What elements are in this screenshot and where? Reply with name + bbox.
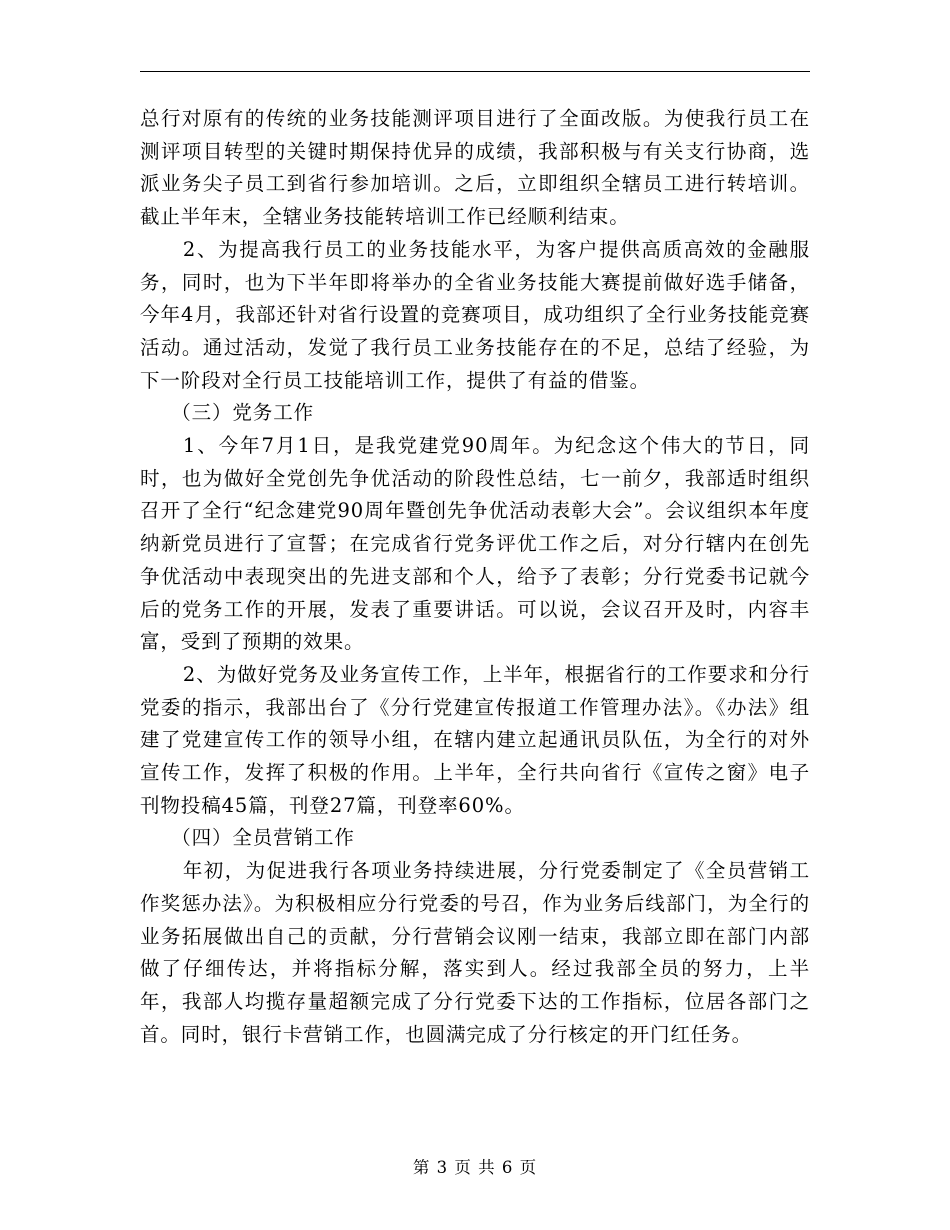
footer-total-pages: 6 <box>501 1158 514 1177</box>
page-footer <box>0 1154 950 1178</box>
footer-page-number: 3 <box>436 1158 449 1177</box>
footer-middle: 页 共 <box>454 1158 496 1177</box>
section-heading-marketing: （四）全员营销工作 <box>171 826 355 850</box>
section-heading-party-affairs: （三）党务工作 <box>171 401 314 425</box>
document-body <box>140 103 810 1051</box>
paragraph-party-anniversary: 1、今年7月1日，是我党建党90周年。为纪念这个伟大的节日，同时，也为做好全党创先争优活动的阶段性总结，七一前夕，我部适时组织召开了全行“纪念建党90周年暨创先争优活动表彰大会”。会议组织本年度纳新党员进行了宣誓；在完成省行党务评优工作之后，对分行辖内在创先争优活动中表现突出的先进支部和个人，给予了表彰；分行党委书记就今后的党务工作的开展，发表了重要讲话。可以说，会议召开及时，内容丰富，受到了预期的效果。 <box>140 434 810 654</box>
paragraph-party-publicity: 2、为做好党务及业务宣传工作，上半年，根据省行的工作要求和分行党委的指示，我部出台了《分行党建宣传报道工作管理办法》。《办法》组建了党建宣传工作的领导小组，在辖内建立起通讯员队伍，为全行的对外宣传工作，发挥了积极的作用。上半年，全行共向省行《宣传之窗》电子刊物投稿45篇，刊登27篇，刊登率60%。 <box>140 662 810 817</box>
footer-prefix: 第 <box>412 1158 431 1177</box>
paragraph-continuation: 总行对原有的传统的业务技能测评项目进行了全面改版。为使我行员工在测评项目转型的关键时期保持优异的成绩，我部积极与有关支行协商，选派业务尖子员工到省行参加培训。之后，立即组织全辖员工进行转培训。截止半年末，全辖业务技能转培训工作已经顺利结束。 <box>140 107 810 229</box>
paragraph-marketing: 年初，为促进我行各项业务持续进展，分行党委制定了《全员营销工作奖惩办法》。为积极相应分行党委的号召，作为业务后线部门，为全行的业务拓展做出自己的贡献，分行营销会议刚一结束，我部立即在部门内部做了仔细传达，并将指标分解，落实到人。经过我部全员的努力，上半年，我部人均揽存量超额完成了分行党委下达的工作指标，位居各部门之首。同时，银行卡营销工作，也圆满完成了分行核定的开门红任务。 <box>140 859 810 1046</box>
paragraph-skills-competition: 2、为提高我行员工的业务技能水平，为客户提供高质高效的金融服务，同时，也为下半年即将举办的全省业务技能大赛提前做好选手储备，今年4月，我部还针对省行设置的竞赛项目，成功组织了全行业务技能竞赛活动。通过活动，发觉了我行员工业务技能存在的不足，总结了经验，为下一阶段对全行员工技能培训工作，提供了有益的借鉴。 <box>140 237 810 392</box>
header-rule <box>140 71 810 72</box>
footer-suffix: 页 <box>519 1158 538 1177</box>
